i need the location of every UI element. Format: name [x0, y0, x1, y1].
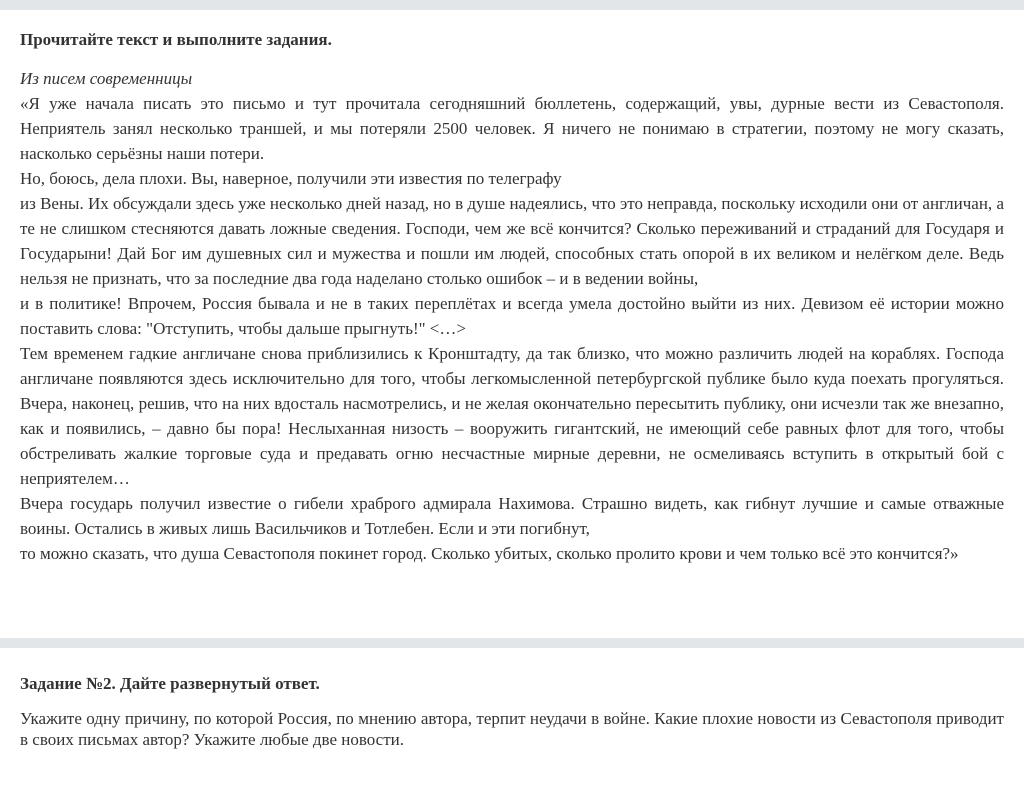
paragraph: то можно сказать, что душа Севастополя покинет город. Сколько убитых, сколько пролито крови и чем только всё это кончится?» [20, 544, 959, 563]
paragraph: и в политике! Впрочем, Россия бывала и не в таких переплётах и всегда умела достойно выйти из них. Девизом её истории можно поставить слова: "Отступить, чтобы дальше прыгнуть!" <…> [20, 294, 1004, 338]
top-band [0, 0, 1024, 10]
paragraph: из Вены. Их обсуждали здесь уже несколько дней назад, но в душе надеялись, что это неправда, поскольку исходили они от англичан, а те не слишком стесняются давать ложные сведения. Господи, чем же всё кончится? Сколько переживаний и страданий для Государя и Государыни! Дай Бог им душевных сил и мужества и пошли им людей, способных стать опорой в их великом и нелёгком деле. Ведь нельзя не признать, что за последние два года наделано столько ошибок – и в ведении войны, [20, 194, 1004, 288]
paragraph: Но, боюсь, дела плохи. Вы, наверное, получили эти известия по телеграфу [20, 169, 562, 188]
paragraph: Вчера государь получил известие о гибели храброго адмирала Нахимова. Страшно видеть, как гибнут лучшие и самые отважные воины. Остались в живых лишь Васильчиков и Тотлебен. Если и эти погибнут, [20, 494, 1004, 538]
task2-question: Укажите одну причину, по которой Россия, по мнению автора, терпит неудачи в войне. Какие плохие новости из Севастополя приводит в своих письмах автор? Укажите любые две новости. [20, 709, 1004, 749]
section-divider-band [0, 638, 1024, 648]
task2-heading: Задание №2. Дайте развернутый ответ. [20, 674, 320, 693]
task-heading: Прочитайте текст и выполните задания. [20, 30, 332, 49]
letter-text [20, 91, 1004, 566]
paragraph: «Я уже начала писать это письмо и тут прочитала сегодняшний бюллетень, содержащий, увы, дурные вести из Севастополя. Неприятель занял несколько траншей, и мы потеряли 2500 человек. Я ничего не понимаю в стратегии, поэтому не могу сказать, насколько серьёзны наши потери. [20, 94, 1004, 163]
task2-section [0, 671, 1024, 750]
paragraph: Тем временем гадкие англичане снова приблизились к Кронштадту, да так близко, что можно различить людей на кораблях. Господа англичане появляются здесь исключительно для того, чтобы легкомысленной петербургской публике было куда поехать прогуляться. Вчера, наконец, решив, что на них вдосталь насмотрелись, и не желая окончательно пересытить публику, они исчезли так же внезапно, как и появились, – давно бы пора! Неслыханная низость – вооружить гигантский, не имеющий себе равных флот для того, чтобы обстреливать жалкие торговые суда и предавать огню несчастные мирные деревни, не осмеливаясь вступить в открытый бой с неприятелем… [20, 344, 1004, 488]
source-title: Из писем современницы [20, 69, 193, 88]
reading-section [0, 27, 1024, 566]
